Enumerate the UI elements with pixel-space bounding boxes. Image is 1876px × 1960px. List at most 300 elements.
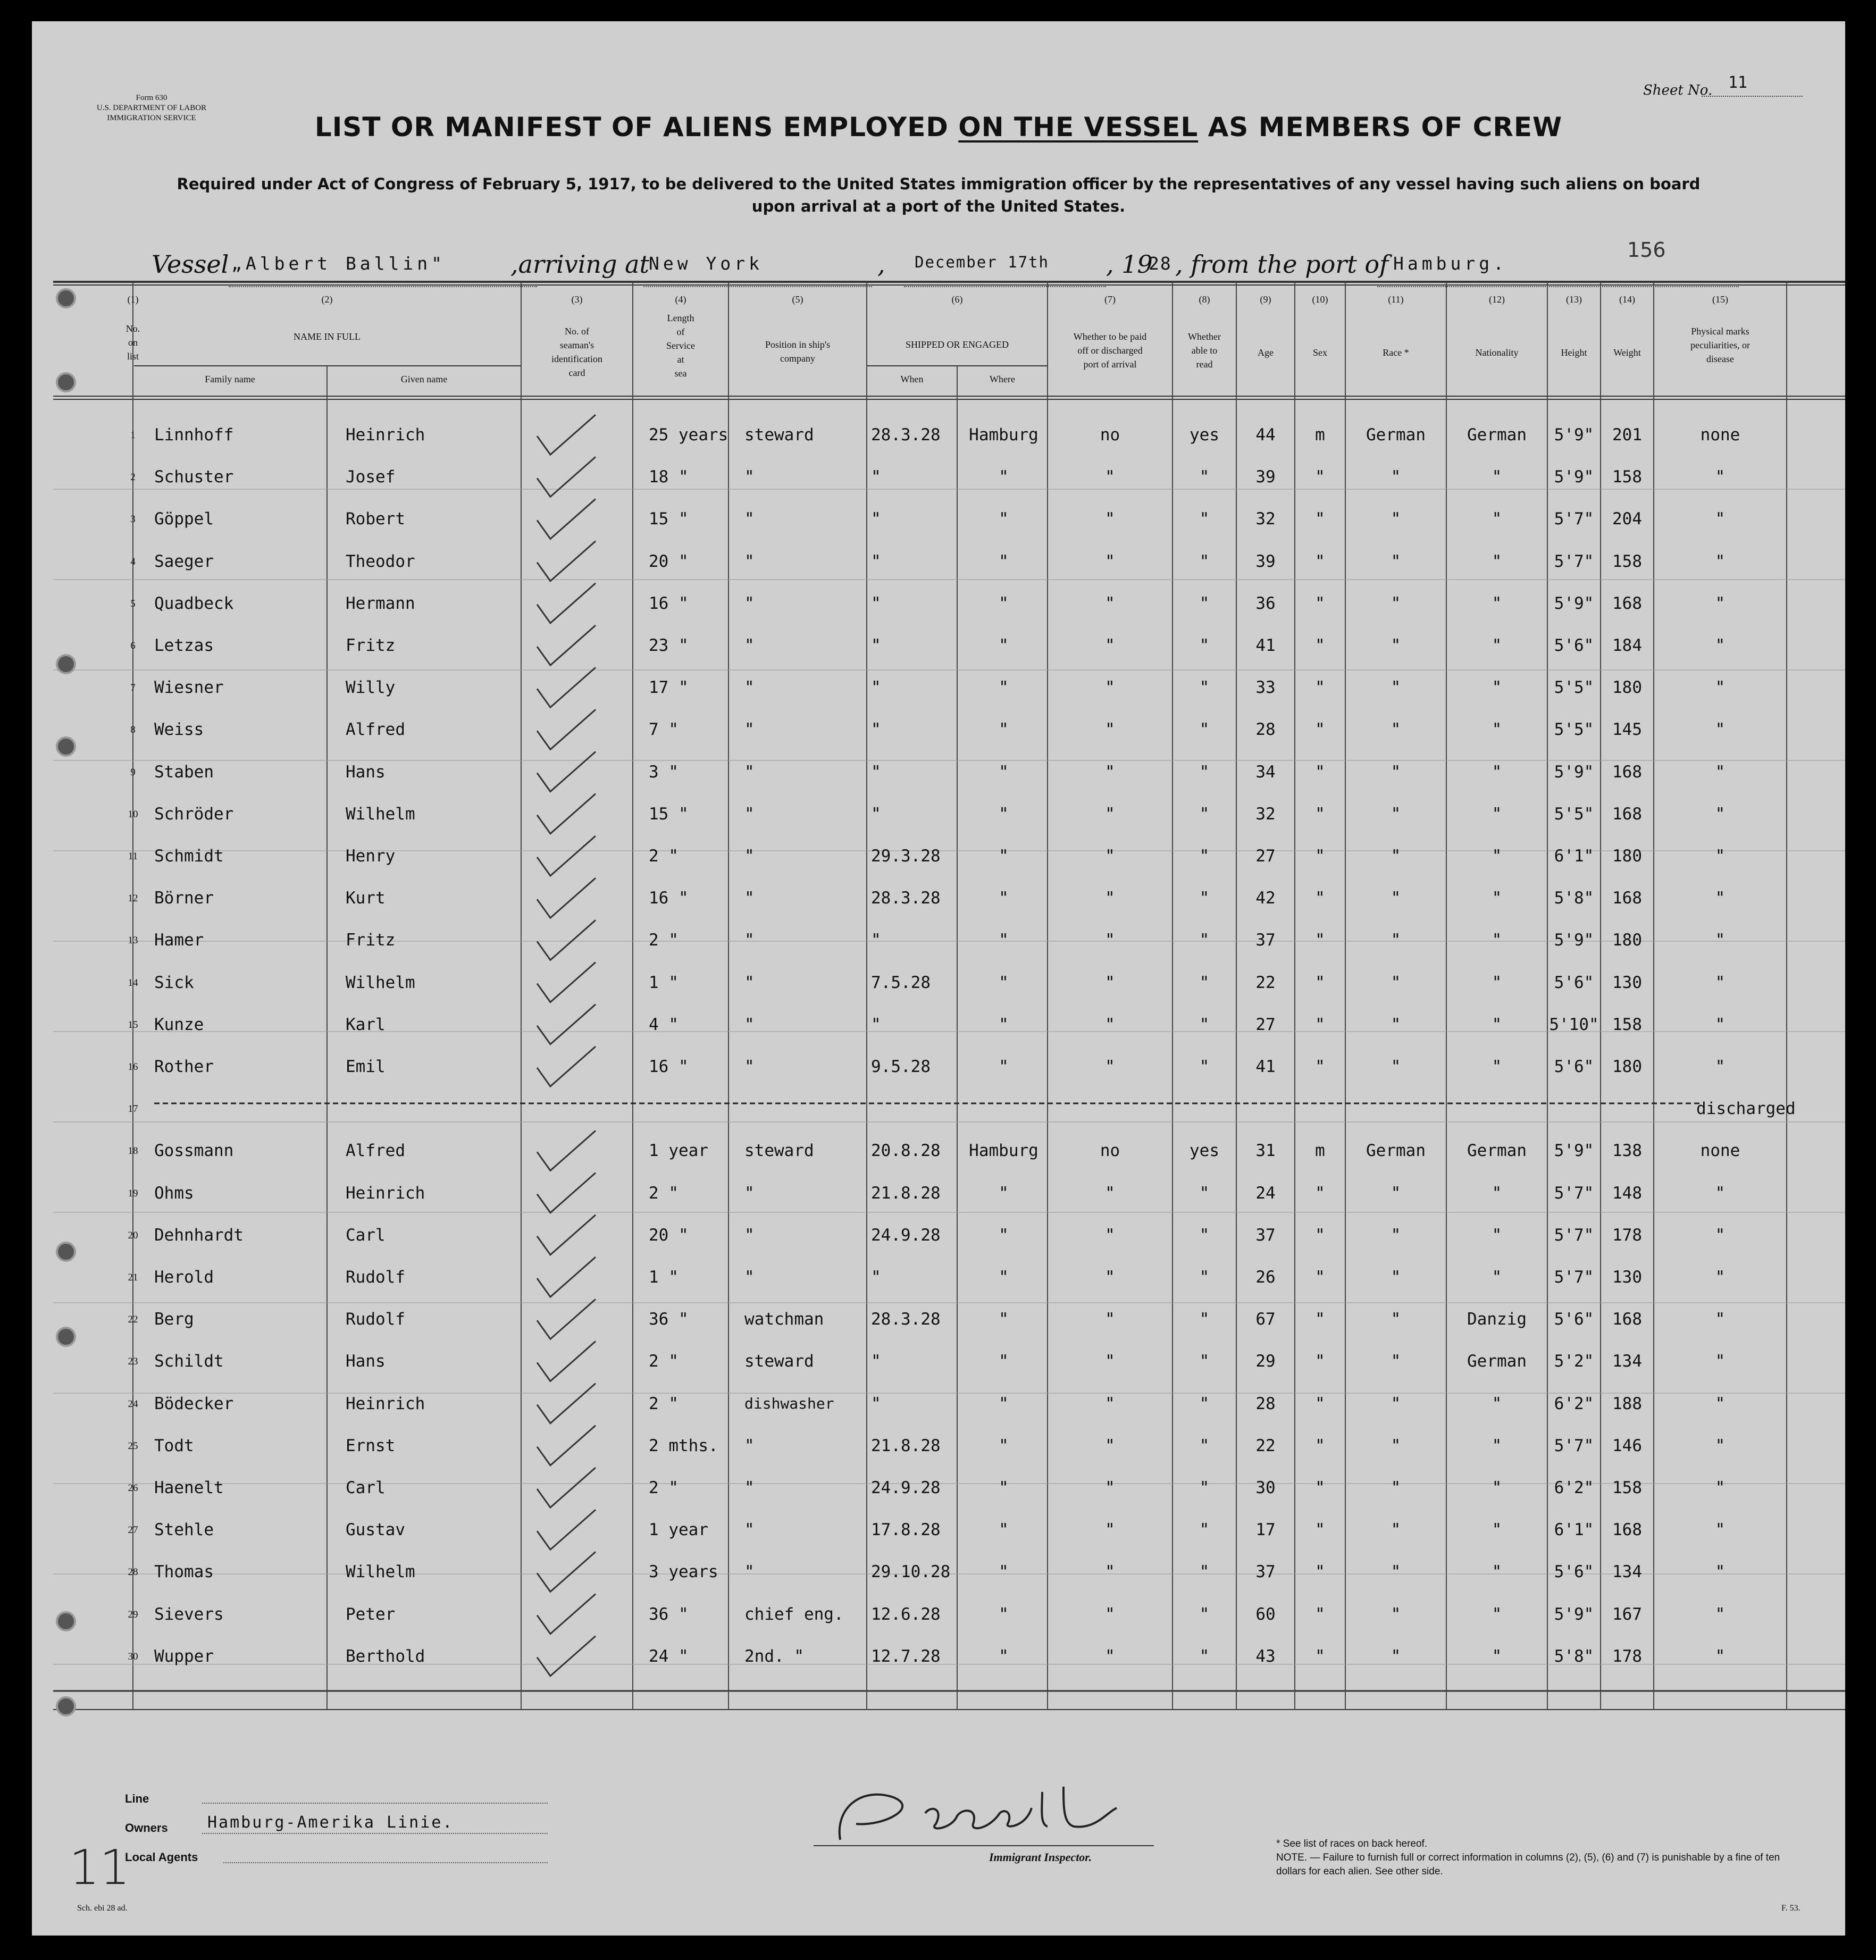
cell-service: 18 " <box>649 467 689 487</box>
margin-handwritten-mark: 11 <box>69 1840 130 1896</box>
cell-age: 37 <box>1255 1562 1276 1582</box>
cell-where: " <box>999 636 1009 655</box>
cell-marks: " <box>1715 593 1726 613</box>
col-1-header: No. on list <box>125 323 140 362</box>
cell-given: Josef <box>346 467 396 487</box>
cell-age: 22 <box>1255 973 1276 992</box>
row-number: 8 <box>130 724 136 736</box>
cell-age: 30 <box>1255 1478 1276 1497</box>
cell-weight: 168 <box>1612 1520 1642 1540</box>
cell-race: " <box>1391 1646 1401 1666</box>
cell-marks: " <box>1715 1310 1726 1329</box>
cell-weight: 145 <box>1612 720 1642 740</box>
cell-read: " <box>1199 1646 1210 1666</box>
cell-paid: " <box>1105 1057 1115 1076</box>
binder-hole <box>56 1611 76 1631</box>
cell-family: Schuster <box>154 467 234 487</box>
cell-service: 2 " <box>649 1478 679 1497</box>
cell-marks: " <box>1715 551 1726 571</box>
col-15-header: Physical marks peculiarities, or disease <box>1690 326 1750 364</box>
cell-sex: m <box>1315 425 1325 445</box>
cell-position: " <box>744 804 755 824</box>
col-4-header: Length of Service at sea <box>666 313 695 379</box>
cell-read: " <box>1199 1310 1210 1329</box>
cell-read: " <box>1199 1268 1210 1287</box>
cell-position: " <box>744 1436 755 1455</box>
cell-position: " <box>744 889 755 908</box>
cell-sex: " <box>1315 1394 1325 1413</box>
cell-service: 17 " <box>649 678 689 698</box>
cell-sex: " <box>1315 1520 1325 1540</box>
col-11-header: Race * <box>1383 347 1409 358</box>
binder-hole <box>56 736 76 757</box>
cell-height: 5'6" <box>1554 973 1594 992</box>
cell-position: " <box>744 1520 755 1540</box>
cell-weight: 184 <box>1612 636 1642 655</box>
cell-nationality: German <box>1467 1141 1527 1161</box>
cell-paid: " <box>1105 720 1115 740</box>
cell-weight: 134 <box>1612 1352 1642 1371</box>
cell-service: 24 " <box>649 1646 689 1666</box>
cell-marks: " <box>1715 1562 1726 1582</box>
cell-paid: " <box>1105 973 1115 992</box>
cell-position: " <box>744 551 755 571</box>
check-mark <box>537 878 596 918</box>
check-mark <box>537 920 596 960</box>
binder-hole <box>56 1696 76 1716</box>
cell-position: " <box>744 509 755 529</box>
cell-position: 2nd. " <box>744 1646 804 1666</box>
cell-service: 2 " <box>649 1183 679 1203</box>
year-prefix: , 19 <box>1106 250 1153 279</box>
cell-height: 5'7" <box>1554 1268 1594 1287</box>
cell-height: 5'5" <box>1554 720 1594 740</box>
cell-weight: 180 <box>1612 1057 1642 1076</box>
cell-where: " <box>999 1057 1009 1076</box>
cell-where: " <box>999 551 1009 571</box>
cell-position: chief eng. <box>744 1604 844 1624</box>
cell-race: " <box>1391 1225 1401 1245</box>
row-number: 19 <box>128 1187 138 1199</box>
cell-sex: " <box>1315 1604 1325 1624</box>
check-mark <box>537 625 596 665</box>
col-10-header: Sex <box>1313 347 1327 358</box>
cell-height: 5'9" <box>1554 931 1594 950</box>
check-mark <box>537 1130 596 1170</box>
cell-age: 39 <box>1255 551 1276 571</box>
cell-where: " <box>999 1520 1009 1540</box>
cell-given: Wilhelm <box>346 804 415 824</box>
cell-sex: " <box>1315 1352 1325 1371</box>
cell-sex: " <box>1315 1562 1325 1582</box>
cell-height: 5'5" <box>1554 678 1594 698</box>
cell-where: " <box>999 467 1009 487</box>
cell-family: Haenelt <box>154 1478 224 1497</box>
department-name: U.S. DEPARTMENT OF LABOR <box>96 104 207 112</box>
cell-nationality: " <box>1492 973 1502 992</box>
cell-nationality: " <box>1492 1478 1502 1497</box>
cell-when: 28.3.28 <box>871 425 941 445</box>
cell-marks: " <box>1715 889 1726 908</box>
cell-age: 60 <box>1255 1604 1276 1624</box>
cell-family: Linnhoff <box>154 425 234 445</box>
cell-marks: " <box>1715 636 1726 655</box>
col-3-header: No. of seaman's identification card <box>551 326 602 378</box>
row-number: 29 <box>128 1609 138 1620</box>
col-2b-header: Given name <box>400 374 448 384</box>
cell-service: 1 year <box>649 1141 708 1161</box>
arrival-port: New York <box>649 253 763 274</box>
cell-weight: 180 <box>1612 847 1642 866</box>
cell-where: " <box>999 1225 1009 1245</box>
cell-family: Wiesner <box>154 678 224 698</box>
cell-service: 20 " <box>649 1225 689 1245</box>
col-6a-header: When <box>900 374 924 384</box>
cell-weight: 168 <box>1612 762 1642 782</box>
col-12-number: (12) <box>1489 294 1505 305</box>
footer-note <box>1276 1837 1787 1879</box>
cell-sex: " <box>1315 1268 1325 1287</box>
handwritten-number: 156 <box>1627 238 1666 262</box>
check-mark <box>537 1341 596 1381</box>
cell-paid: " <box>1105 762 1115 782</box>
cell-marks: " <box>1715 931 1726 950</box>
cell-weight: 180 <box>1612 931 1642 950</box>
cell-weight: 201 <box>1612 425 1642 445</box>
cell-weight: 204 <box>1612 509 1642 529</box>
cell-height: 5'7" <box>1554 1183 1594 1203</box>
cell-service: 1 year <box>649 1520 708 1540</box>
check-mark <box>537 836 596 876</box>
year-suffix: 28 <box>1149 253 1172 274</box>
cell-height: 5'6" <box>1554 636 1594 655</box>
col-8-number: (8) <box>1199 294 1210 305</box>
cell-height: 5'6" <box>1554 1562 1594 1582</box>
cell-paid: " <box>1105 636 1115 655</box>
check-mark <box>537 1636 596 1676</box>
cell-when: " <box>871 931 881 950</box>
row-number: 26 <box>128 1482 138 1494</box>
cell-marks: " <box>1715 678 1726 698</box>
cell-race: " <box>1391 1015 1401 1034</box>
cell-family: Wupper <box>154 1646 214 1666</box>
check-mark <box>537 794 596 834</box>
cell-sex: " <box>1315 678 1325 698</box>
id-card-check-marks <box>537 415 596 1676</box>
col-6-number: (6) <box>951 294 963 305</box>
cell-read: yes <box>1190 1141 1219 1161</box>
cell-given: Carl <box>346 1225 386 1245</box>
cell-position: steward <box>744 1141 814 1161</box>
cell-read: " <box>1199 593 1210 613</box>
cell-nationality: " <box>1492 847 1502 866</box>
cell-paid: " <box>1105 1478 1115 1497</box>
col-11-number: (11) <box>1388 294 1404 305</box>
print-code: Sch. ebi 28 ad. <box>77 1904 128 1913</box>
check-mark <box>537 1257 596 1297</box>
cell-sex: " <box>1315 593 1325 613</box>
cell-age: 27 <box>1255 1015 1276 1034</box>
col-6b-header: Where <box>990 374 1015 384</box>
cell-age: 36 <box>1255 593 1276 613</box>
cell-read: " <box>1199 1436 1210 1455</box>
cell-where: Hamburg <box>969 1141 1038 1161</box>
cell-when: 21.8.28 <box>871 1436 941 1455</box>
check-mark <box>537 1299 596 1339</box>
cell-when: 12.7.28 <box>871 1646 941 1666</box>
cell-when: 29.3.28 <box>871 847 941 866</box>
cell-service: 16 " <box>649 593 689 613</box>
cell-read: " <box>1199 1520 1210 1540</box>
cell-sex: " <box>1315 1183 1325 1203</box>
cell-family: Hamer <box>154 931 204 950</box>
row-number: 6 <box>130 640 136 651</box>
col-14-number: (14) <box>1619 294 1635 305</box>
cell-sex: " <box>1315 1225 1325 1245</box>
cell-position: " <box>744 1015 755 1034</box>
cell-paid: " <box>1105 1225 1115 1245</box>
cell-sex: " <box>1315 931 1325 950</box>
cell-height: 6'2" <box>1554 1478 1594 1497</box>
cell-where: " <box>999 762 1009 782</box>
line-label: Line <box>125 1792 149 1805</box>
cell-where: " <box>999 1352 1009 1371</box>
cell-family: Saeger <box>154 551 214 571</box>
cell-when: " <box>871 551 881 571</box>
cell-race: German <box>1366 425 1426 445</box>
cell-marks: " <box>1715 720 1726 740</box>
cell-given: Peter <box>346 1604 396 1624</box>
cell-race: " <box>1391 720 1401 740</box>
cell-when: 7.5.28 <box>871 973 931 992</box>
cell-paid: " <box>1105 1015 1115 1034</box>
inspector-rule <box>814 1845 1154 1846</box>
cell-marks: " <box>1715 1478 1726 1497</box>
cell-position: " <box>744 762 755 782</box>
cell-height: 6'1" <box>1554 847 1594 866</box>
cell-when: 21.8.28 <box>871 1183 941 1203</box>
cell-given: Willy <box>346 678 396 698</box>
check-mark <box>537 962 596 1002</box>
cell-service: 1 " <box>649 973 679 992</box>
cell-given: Hans <box>346 1352 386 1371</box>
cell-read: " <box>1199 1604 1210 1624</box>
from-port-label: , from the port of <box>1175 250 1389 279</box>
cell-where: " <box>999 1310 1009 1329</box>
cell-where: " <box>999 593 1009 613</box>
cell-where: " <box>999 804 1009 824</box>
cell-height: 5'9" <box>1554 425 1594 445</box>
row-number: 12 <box>128 893 138 904</box>
cell-age: 41 <box>1255 1057 1276 1076</box>
cell-race: " <box>1391 1436 1401 1455</box>
cell-nationality: " <box>1492 1394 1502 1413</box>
cell-marks: " <box>1715 847 1726 866</box>
cell-given: Wilhelm <box>346 1562 415 1582</box>
cell-nationality: " <box>1492 1057 1502 1076</box>
cell-nationality: " <box>1492 1225 1502 1245</box>
cell-weight: 138 <box>1612 1141 1642 1161</box>
cell-race: German <box>1366 1141 1426 1161</box>
vessel-name: „Albert Ballin" <box>231 253 446 274</box>
cell-read: " <box>1199 1562 1210 1582</box>
row-number: 24 <box>128 1398 138 1410</box>
cell-read: " <box>1199 1478 1210 1497</box>
cell-paid: " <box>1105 593 1115 613</box>
cell-sex: " <box>1315 804 1325 824</box>
cell-when: " <box>871 593 881 613</box>
cell-age: 28 <box>1255 720 1276 740</box>
subtitle-line-1: Required under Act of Congress of February 5, 1917, to be delivered to the United States immigration officer by the representatives of any vessel having such aliens on board <box>177 175 1701 193</box>
cell-nationality: " <box>1492 1562 1502 1582</box>
cell-paid: " <box>1105 1562 1115 1582</box>
note-star: * See list of races on back hereof. <box>1276 1838 1428 1849</box>
cell-nationality: " <box>1492 551 1502 571</box>
cell-race: " <box>1391 1520 1401 1540</box>
cell-position: steward <box>744 1352 814 1371</box>
check-mark <box>537 709 596 749</box>
cell-service: 25 years <box>649 425 728 445</box>
col-10-number: (10) <box>1312 294 1328 305</box>
cell-nationality: " <box>1492 762 1502 782</box>
page-code: F. 53. <box>1781 1904 1800 1913</box>
sheet-number-label: Sheet No. <box>1643 82 1713 98</box>
cell-service: 7 " <box>649 720 679 740</box>
cell-race: " <box>1391 509 1401 529</box>
owners-value: Hamburg-Amerika Linie. <box>207 1813 454 1832</box>
cell-paid: " <box>1105 1352 1115 1371</box>
cell-position: " <box>744 636 755 655</box>
cell-sex: " <box>1315 1478 1325 1497</box>
cell-height: 5'9" <box>1554 1604 1594 1624</box>
from-port: Hamburg. <box>1393 253 1508 274</box>
cell-read: " <box>1199 847 1210 866</box>
cell-age: 31 <box>1255 1141 1276 1161</box>
cell-marks: " <box>1715 1057 1726 1076</box>
cell-race: " <box>1391 1604 1401 1624</box>
cell-given: Fritz <box>346 931 396 950</box>
cell-race: " <box>1391 762 1401 782</box>
col-3-number: (3) <box>571 294 583 305</box>
check-mark <box>537 1215 596 1255</box>
cell-position: " <box>744 720 755 740</box>
cell-nationality: " <box>1492 720 1502 740</box>
cell-nationality: " <box>1492 1646 1502 1666</box>
subtitle-line-2: upon arrival at a port of the United States. <box>751 197 1126 215</box>
cell-service: 15 " <box>649 804 689 824</box>
row-number: 27 <box>128 1525 138 1536</box>
row-number: 1 <box>130 430 136 441</box>
cell-given: Emil <box>346 1057 386 1076</box>
cell-nationality: German <box>1467 425 1527 445</box>
cell-weight: 134 <box>1612 1562 1642 1582</box>
cell-weight: 167 <box>1612 1604 1642 1624</box>
cell-marks: " <box>1715 1225 1726 1245</box>
cell-paid: no <box>1100 1141 1120 1161</box>
cell-nationality: " <box>1492 889 1502 908</box>
cell-given: Gustav <box>346 1520 405 1540</box>
cell-nationality: " <box>1492 1520 1502 1540</box>
cell-paid: " <box>1105 889 1115 908</box>
cell-where: " <box>999 931 1009 950</box>
cell-sex: " <box>1315 889 1325 908</box>
cell-weight: 180 <box>1612 678 1642 698</box>
owners-rule <box>202 1833 548 1834</box>
cell-sex: " <box>1315 1646 1325 1666</box>
cell-service: 1 " <box>649 1268 679 1287</box>
agents-rule <box>223 1862 548 1863</box>
row-number: 17 <box>128 1103 138 1115</box>
cell-given: Wilhelm <box>346 973 415 992</box>
cell-sex: " <box>1315 551 1325 571</box>
cell-paid: " <box>1105 1183 1115 1203</box>
row-number: 7 <box>130 682 136 694</box>
cell-service: 15 " <box>649 509 689 529</box>
cell-weight: 148 <box>1612 1183 1642 1203</box>
row-number: 25 <box>128 1440 138 1452</box>
cell-read: " <box>1199 1225 1210 1245</box>
manifest-sheet <box>32 21 1845 1936</box>
binder-hole <box>56 1242 76 1262</box>
cell-given: Fritz <box>346 636 396 655</box>
cell-where: " <box>999 1436 1009 1455</box>
row-number: 22 <box>128 1314 138 1326</box>
cell-service: 2 mths. <box>649 1436 718 1455</box>
cell-family: Schröder <box>154 804 234 824</box>
cell-age: 34 <box>1255 762 1276 782</box>
cell-age: 27 <box>1255 847 1276 866</box>
cell-nationality: Danzig <box>1467 1310 1527 1329</box>
cell-weight: 130 <box>1612 973 1642 992</box>
cell-read: " <box>1199 931 1210 950</box>
cell-read: " <box>1199 678 1210 698</box>
check-mark <box>537 667 596 707</box>
cell-position: " <box>744 593 755 613</box>
row-number: 23 <box>128 1356 138 1368</box>
cell-family: Schmidt <box>154 847 224 866</box>
cell-height: 5'8" <box>1554 1646 1594 1666</box>
cell-weight: 168 <box>1612 593 1642 613</box>
cell-race: " <box>1391 1183 1401 1203</box>
row-number: 5 <box>130 598 136 609</box>
cell-marks: " <box>1715 1520 1726 1540</box>
cell-when: 29.10.28 <box>871 1562 951 1582</box>
cell-when: " <box>871 720 881 740</box>
cell-weight: 188 <box>1612 1394 1642 1413</box>
cell-weight: 130 <box>1612 1268 1642 1287</box>
cell-given: Carl <box>346 1478 386 1497</box>
cell-position: " <box>744 678 755 698</box>
row-number: 18 <box>128 1145 138 1157</box>
inspector-label: Immigrant Inspector. <box>989 1850 1092 1864</box>
cell-family: Rother <box>154 1057 214 1076</box>
cell-nationality: " <box>1492 1604 1502 1624</box>
cell-when: 28.3.28 <box>871 1310 941 1329</box>
cell-given: Rudolf <box>346 1268 405 1287</box>
row-number: 16 <box>128 1061 138 1073</box>
cell-race: " <box>1391 1394 1401 1413</box>
cell-service: 16 " <box>649 1057 689 1076</box>
cell-position: " <box>744 467 755 487</box>
cell-position: " <box>744 1057 755 1076</box>
cell-family: Stehle <box>154 1520 214 1540</box>
cell-read: " <box>1199 1394 1210 1413</box>
row-number: 13 <box>128 935 138 947</box>
cell-age: 67 <box>1255 1310 1276 1329</box>
cell-position: " <box>744 1183 755 1203</box>
cell-when: 9.5.28 <box>871 1057 931 1076</box>
vessel-label: Vessel <box>152 250 229 279</box>
